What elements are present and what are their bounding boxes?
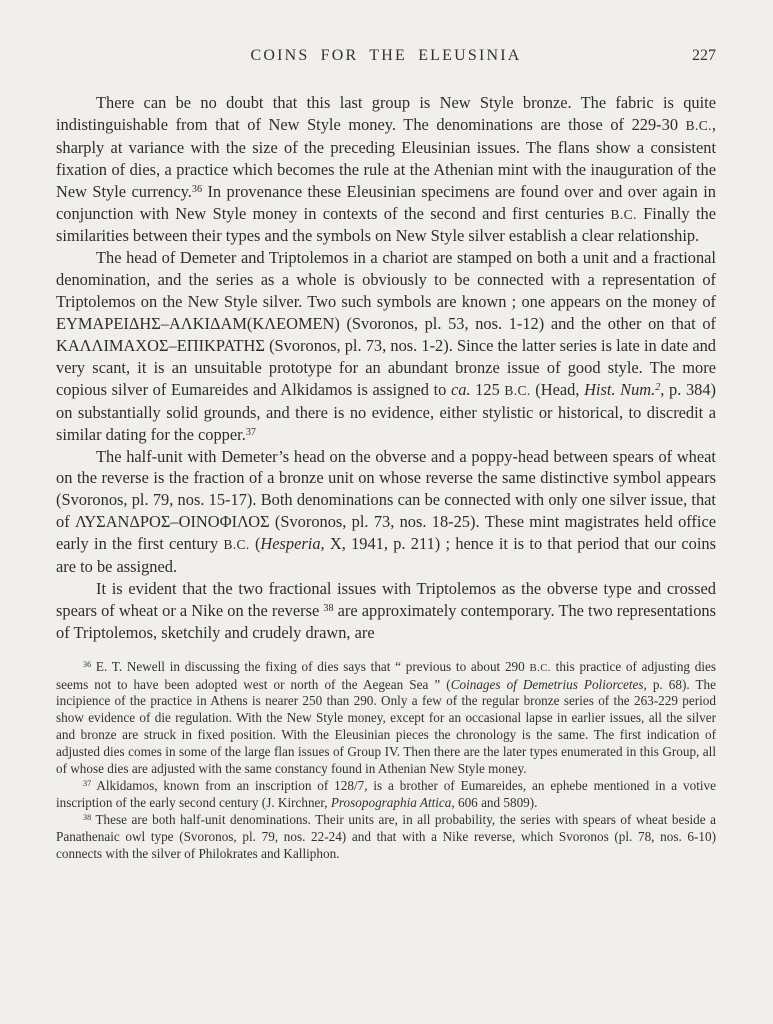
footnote-36: $^{36}$ E. T. Newell in discussing the fixing of dies says that “ previous to about 290 B.C. this practice of adjusting dies seems not to have been adopted west or north of the Aegean Sea ” (Coinages of Demetrius Poliorcetes, p. 68). The incipience of the practice in Athens is nearer 250 than 290. Only a few of the regular bronze series of the 263-229 period show evidence of die regulation. With the New Style money, except for an occasional lapse in earlier issues, all the silver and bronze are struck in fixed position. With the Eleusinian pieces the chronology is the same. The first indication of adjusted dies comes in some of the large flan issues of Group IV. Then there are the later types enumerated in this Group, all of whose dies are adjusted with the same constancy found in Athenian New Style money. <box>56 658 716 777</box>
footnote-38: $^{38}$ These are both half-unit denominations. Their units are, in all probability, the series with spears of wheat beside a Panathenaic owl type (Svoronos, pl. 79, nos. 22-24) and that with a Nike reverse, which Svoronos (pl. 78, nos. 6-10) connects with the silver of Philokrates and Kalliphon. <box>56 811 716 861</box>
page-number: 227 <box>692 47 716 64</box>
page-content <box>56 47 716 863</box>
running-title: COINS FOR THE ELEUSINIA <box>250 47 522 64</box>
body-paragraph-1: There can be no doubt that this last group is New Style bronze. The fabric is quite indistinguishable from that of New Style money. The denominations are those of 229-30 B.C., sharply at variance with the size of the preceding Eleusinian issues. The flans show a consistent fixation of dies, a practice which becomes the rule at the Athenian mint with the inauguration of the New Style currency.$^{36}$ In provenance these Eleusinian specimens are found over and over again in conjunction with New Style money in contexts of the second and first centuries B.C. Finally the similarities between their types and the symbols on New Style silver establish a clear relationship. <box>56 93 716 246</box>
body-paragraph-4: It is evident that the two fractional issues with Triptolemos as the obverse type and crossed spears of wheat or a Nike on the reverse $^{38}$ are approximately contemporary. The two representations of Triptolemos, sketchily and crudely drawn, are <box>56 578 716 642</box>
body-paragraph-2: The head of Demeter and Triptolemos in a chariot are stamped on both a unit and a fractional denomination, and the series as a whole is obviously to be connected with a representation of Triptolemos on the New Style silver. Two such symbols are known ; one appears on the money of ΕΥΜΑΡΕΙΔΗΣ–ΑΛΚΙΔΑΜ(ΚΛΕΟΜΕΝ) (Svoronos, pl. 53, nos. 1-12) and the other on that of ΚΑΛΛΙΜΑΧΟΣ–ΕΠΙΚΡΑΤΗΣ (Svoronos, pl. 73, nos. 1-2). Since the latter series is late in date and very scant, it is an unsuitable prototype for an abundant bronze issue of good style. The more copious silver of Eumareides and Alkidamos is assigned to ca. 125 B.C. (Head, Hist. Num.$^2$, p. 384) on substantially solid grounds, and there is no evidence, either stylistic or historical, to discredit a similar dating for the copper.$^{37}$ <box>56 248 716 444</box>
footnote-37: $^{37}$ Alkidamos, known from an inscription of 128/7, is a brother of Eumareides, an ephebe mentioned in a votive inscription of the early second century (J. Kirchner, Prosopographia Attica, 606 and 5809). <box>56 778 716 810</box>
body-paragraph-3: The half-unit with Demeter’s head on the obverse and a poppy-head between spears of wheat on the reverse is the fraction of a bronze unit on whose reverse the same distinctive symbol appears (Svoronos, pl. 79, nos. 15-17). Both denominations can be connected with only one silver issue, that of ΛΥΣΑΝΔΡΟΣ–ΟΙΝΟΦΙΛΟΣ (Svoronos, pl. 73, nos. 18-25). These mint magistrates held office early in the first century B.C. (Hesperia, X, 1941, p. 211) ; hence it is to that period that our coins are to be assigned. <box>56 446 716 577</box>
footnotes-section <box>56 659 716 863</box>
page-header <box>56 47 716 67</box>
body-text <box>56 92 716 644</box>
